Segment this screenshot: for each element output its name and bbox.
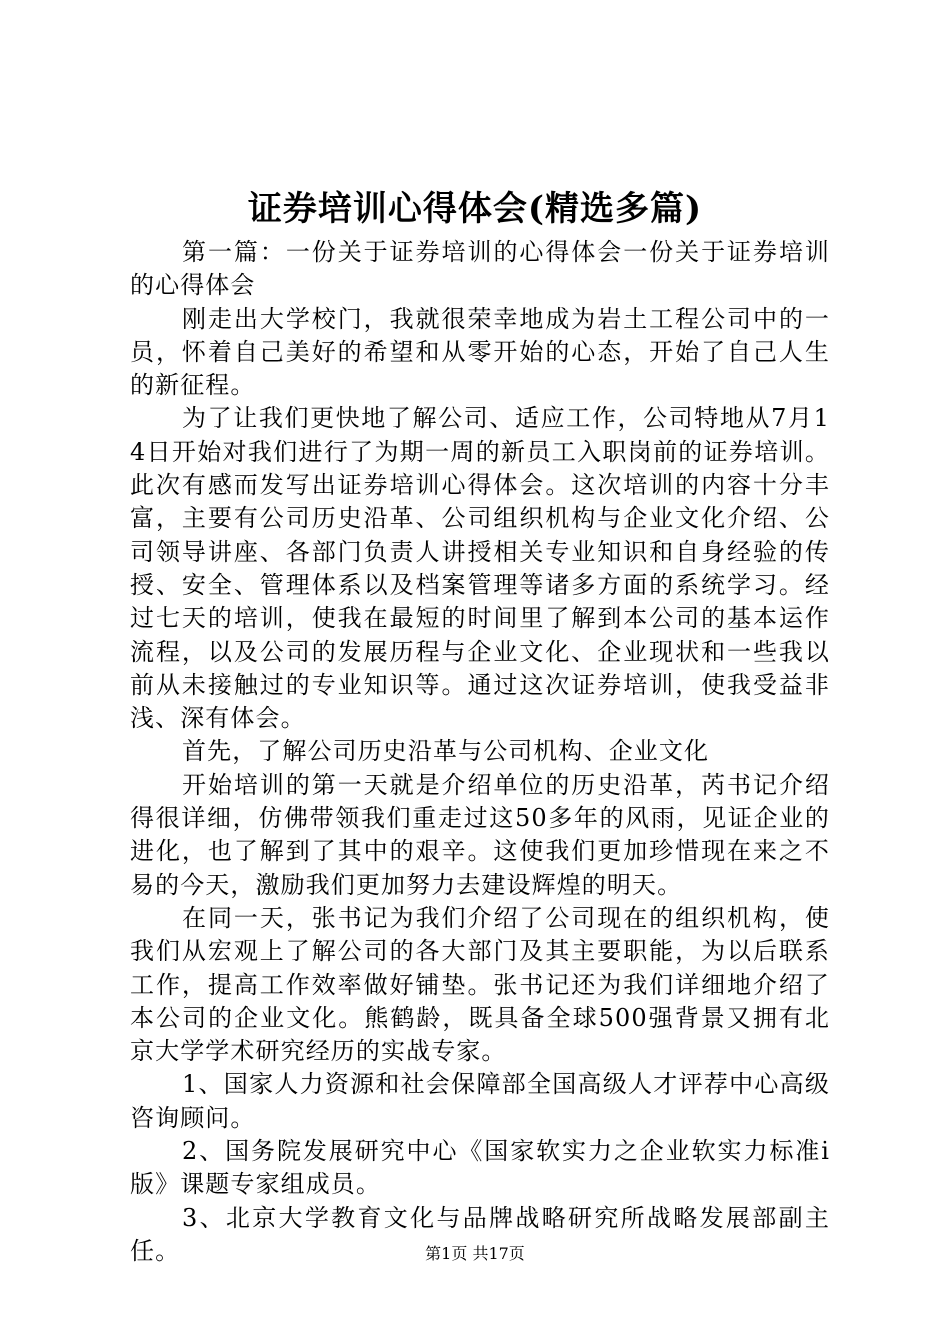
document-title: 证券培训心得体会(精选多篇) xyxy=(247,189,703,229)
paragraph-5: 开始培训的第一天就是介绍单位的历史沿革，芮书记介绍得很详细，仿佛带领我们重走过这50多年的风雨，见证企业的进化，也了解到了其中的艰辛。这使我们更加珍惜现在来之不易的今天，激励我们更加努力去建设辉煌的明天。 xyxy=(130,770,830,899)
paragraph-6: 在同一天，张书记为我们介绍了公司现在的组织机构，使我们从宏观上了解公司的各大部门及其主要职能，为以后联系工作，提高工作效率做好铺垫。张书记还为我们详细地介绍了本公司的企业文化。熊鹤龄，既具备全球500强背景又拥有北京大学学术研究经历的实战专家。 xyxy=(130,903,830,1066)
paragraph-4: 首先，了解公司历史沿革与公司机构、企业文化 xyxy=(182,737,710,766)
document-body xyxy=(130,236,830,1268)
list-item-3: 3、北京大学教育文化与品牌战略研究所战略发展部副主任。 xyxy=(130,1203,830,1265)
list-item-1: 1、国家人力资源和社会保障部全国高级人才评荐中心高级咨询顾问。 xyxy=(130,1070,830,1132)
paragraph-3: 为了让我们更快地了解公司、适应工作，公司特地从7月14日开始对我们进行了为期一周的新员工入职岗前的证券培训。此次有感而发写出证券培训心得体会。这次培训的内容十分丰富，主要有公司历史沿革、公司组织机构与企业文化介绍、公司领导讲座、各部门负责人讲授相关专业知识和自身经验的传授、安全、管理体系以及档案管理等诸多方面的系统学习。经过七天的培训，使我在最短的时间里了解到本公司的基本运作流程，以及公司的发展历程与企业文化、企业现状和一些我以前从未接触过的专业知识等。通过这次证券培训，使我受益非浅、深有体会。 xyxy=(130,404,830,733)
paragraph-1: 第一篇：一份关于证券培训的心得体会一份关于证券培训的心得体会 xyxy=(130,238,830,300)
list-item-2: 2、国务院发展研究中心《国家软实力之企业软实力标准i版》课题专家组成员。 xyxy=(130,1137,830,1199)
page-number-footer: 第1页 共17页 xyxy=(425,1244,525,1263)
paragraph-2: 刚走出大学校门，我就很荣幸地成为岩土工程公司中的一员，怀着自己美好的希望和从零开始的心态，开始了自己人生的新征程。 xyxy=(130,304,830,400)
